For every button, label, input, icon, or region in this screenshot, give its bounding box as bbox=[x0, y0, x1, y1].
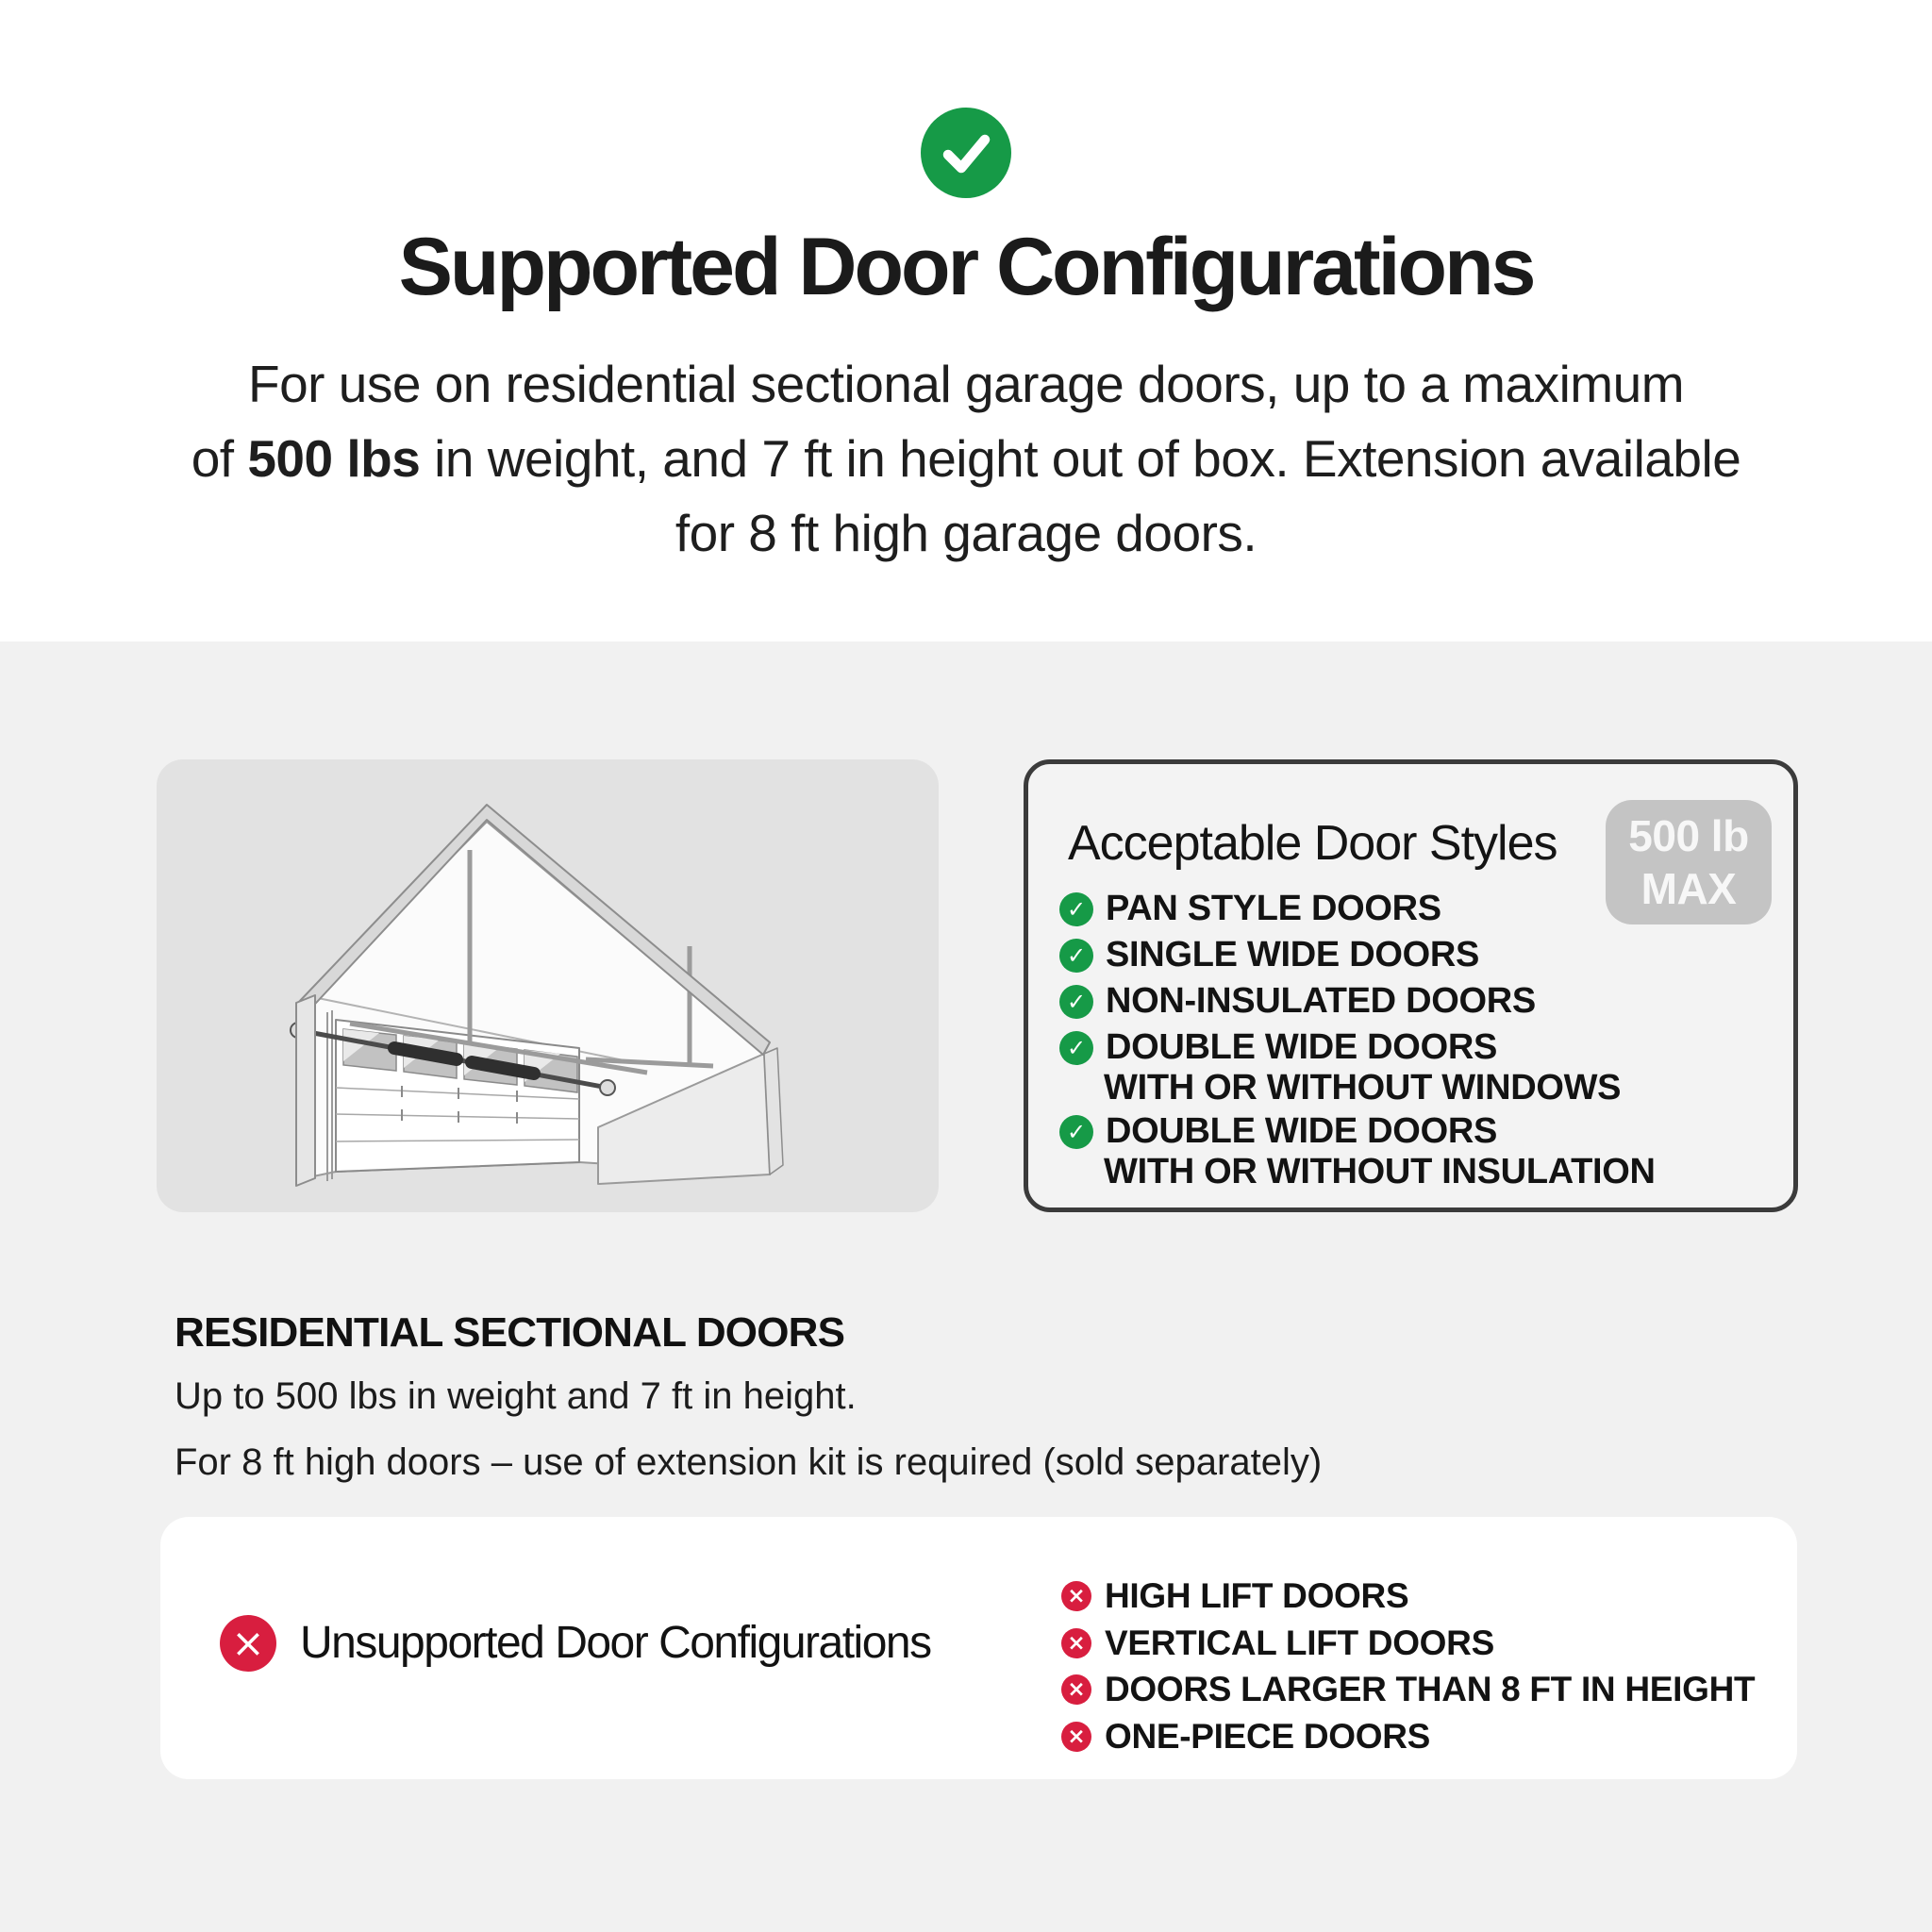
badge-weight: 500 lb bbox=[1628, 811, 1749, 860]
intro-bold-weight: 500 lbs bbox=[247, 429, 421, 488]
left-wall bbox=[296, 995, 315, 1186]
acceptable-item bbox=[1059, 981, 1536, 1022]
check-circle-icon bbox=[921, 108, 1011, 198]
bearing-plate bbox=[600, 1080, 615, 1095]
x-circle-icon: × bbox=[220, 1615, 276, 1672]
item-label: SINGLE WIDE DOORS bbox=[1106, 935, 1480, 974]
intro-paragraph bbox=[0, 347, 1932, 571]
acceptable-item bbox=[1059, 935, 1479, 975]
unsupported-card bbox=[160, 1517, 1797, 1779]
check-icon: ✓ bbox=[1059, 892, 1093, 926]
x-icon: × bbox=[1061, 1581, 1091, 1611]
x-icon: × bbox=[1061, 1722, 1091, 1752]
acceptable-styles-box bbox=[1024, 759, 1798, 1212]
check-icon: ✓ bbox=[1059, 1115, 1093, 1149]
item-subline: WITH OR WITHOUT WINDOWS bbox=[1104, 1068, 1622, 1108]
intro-line-2: of 500 lbs in weight, and 7 ft in height out of box. Extension available bbox=[191, 429, 1741, 488]
badge-max: MAX bbox=[1641, 864, 1737, 913]
unsupported-item bbox=[1061, 1576, 1408, 1616]
weight-limit-badge bbox=[1606, 800, 1772, 924]
unsupported-item bbox=[1061, 1624, 1494, 1663]
x-icon: × bbox=[1061, 1674, 1091, 1705]
residential-line-1: Up to 500 lbs in weight and 7 ft in height. bbox=[175, 1375, 857, 1417]
item-label: DOUBLE WIDE DOORS bbox=[1106, 1111, 1498, 1151]
illustration-card bbox=[157, 759, 939, 1212]
residential-line-2: For 8 ft high doors – use of extension kit is required (sold separately) bbox=[175, 1441, 1323, 1483]
x-icon: × bbox=[1061, 1628, 1091, 1658]
page-title: Supported Door Configurations bbox=[398, 222, 1534, 312]
intro-line-1: For use on residential sectional garage doors, up to a maximum bbox=[247, 355, 1685, 413]
item-label: HIGH LIFT DOORS bbox=[1105, 1576, 1409, 1615]
item-label: DOUBLE WIDE DOORS bbox=[1106, 1027, 1498, 1067]
item-subline: WITH OR WITHOUT INSULATION bbox=[1104, 1152, 1656, 1191]
residential-heading: RESIDENTIAL SECTIONAL DOORS bbox=[175, 1309, 845, 1356]
item-label: DOORS LARGER THAN 8 FT IN HEIGHT bbox=[1105, 1670, 1756, 1708]
unsupported-item bbox=[1061, 1717, 1430, 1757]
unsupported-item bbox=[1061, 1670, 1755, 1709]
unsupported-heading: Unsupported Door Configurations bbox=[300, 1618, 931, 1668]
acceptable-heading: Acceptable Door Styles bbox=[1068, 816, 1557, 871]
acceptable-item bbox=[1059, 889, 1441, 929]
check-icon: ✓ bbox=[1059, 1031, 1093, 1065]
intro-line-3: for 8 ft high garage doors. bbox=[675, 504, 1257, 562]
garage-illustration bbox=[157, 759, 939, 1212]
acceptable-item bbox=[1059, 1027, 1497, 1068]
content-section bbox=[0, 641, 1932, 1932]
check-icon: ✓ bbox=[1059, 939, 1093, 973]
check-icon: ✓ bbox=[1059, 985, 1093, 1019]
item-label: ONE-PIECE DOORS bbox=[1105, 1717, 1430, 1756]
item-label: NON-INSULATED DOORS bbox=[1106, 981, 1536, 1021]
item-label: PAN STYLE DOORS bbox=[1106, 889, 1441, 928]
item-label: VERTICAL LIFT DOORS bbox=[1105, 1624, 1494, 1662]
acceptable-item bbox=[1059, 1111, 1497, 1152]
